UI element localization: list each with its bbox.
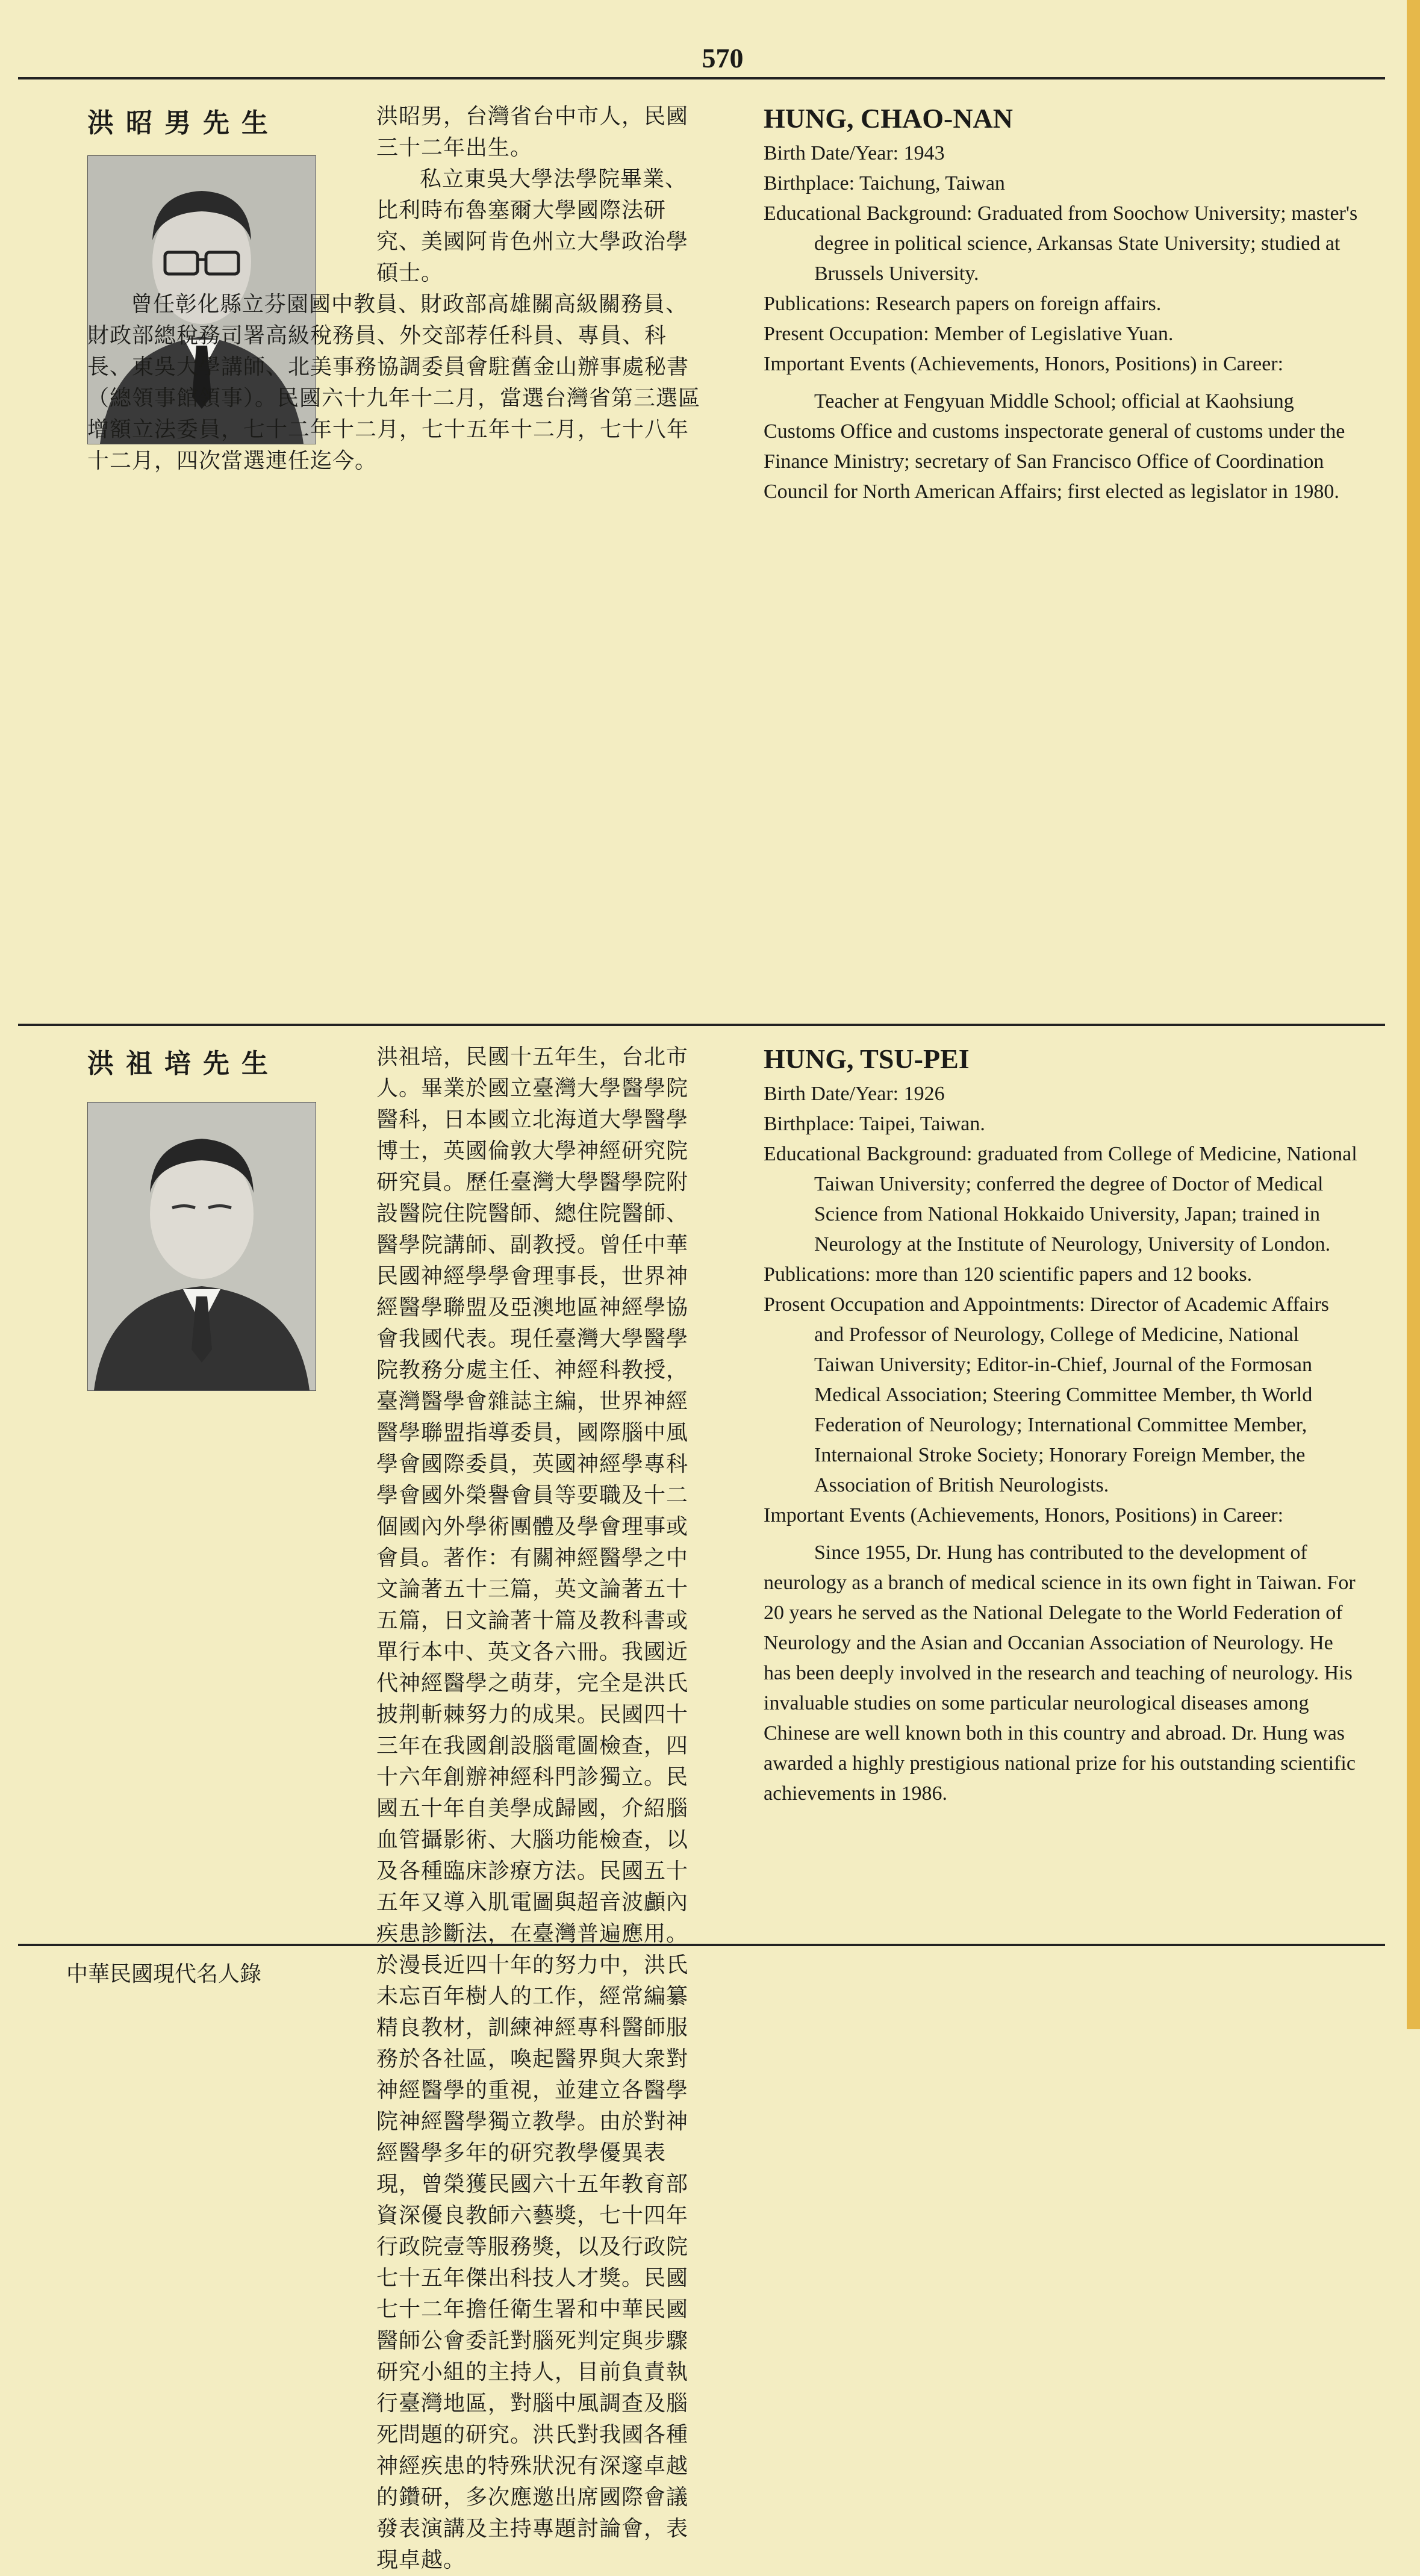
entry-2-chinese-bio [87, 1042, 708, 2576]
entry-1-chinese-name: 洪昭男先生 [87, 108, 280, 138]
entry-2-birthplace: Birthplace: Taipei, Taiwan. [764, 1113, 985, 1135]
middle-rule [18, 1024, 1385, 1026]
entry-1-english-block [764, 101, 1360, 507]
entry-1-events-heading: Important Events (Achievements, Honors, Positions) in Career: [764, 353, 1284, 375]
entry-2-chinese-name: 洪祖培先生 [87, 1048, 280, 1079]
entry-1-career: Teacher at Fengyuan Middle School; official at Kaohsiung Customs Office and customs inspectorate general of customs under the Finance Ministry; secretary of San Francisco Office of Coordination Council for North American Affairs; first elected as legislator in 1980. [764, 390, 1345, 503]
entry-2-career: Since 1955, Dr. Hung has contributed to the development of neurology as a branch of medical science in its own fight in Taiwan. For 20 years he served as the National Delegate to the World Federation of Neurology and the Asian and Occanian Association of Neurology. He has been deeply involved in the research and teaching of neurology. His invaluable studies on some particular neurological diseases among Chinese are well known both in this country and abroad. Dr. Hung was awarded a highly prestigious national prize for his outstanding scientific achievements in 1986. [764, 1542, 1356, 1805]
entry-1-chinese-bio-para: 曾任彰化縣立芬園國中教員、財政部高雄關高級關務員、財政部總稅務司署高級稅務員、外交部荐任科員、專員、科長、東吳大學講師、北美事務協調委員會駐舊金山辦事處秘書（總領事館領事）。民國六十九年十二月，當選台灣省第三選區增額立法委員，七十二年十二月，七十五年十二月，七十八年十二月，四次當選連任迄今。 [87, 292, 701, 473]
entry-1-birth-date: Birth Date/Year: 1943 [764, 142, 945, 164]
book-spine-edge [1407, 0, 1420, 2029]
entry-1-chinese-bio-para: 私立東吳大學法學院畢業、比利時布魯塞爾大學國際法研究、美國阿肯色州立大學政治學碩士。 [376, 167, 689, 285]
entry-1-english-name: HUNG, CHAO-NAN [764, 103, 1013, 134]
book-title-footer: 中華民國現代名人錄 [66, 1962, 262, 1986]
page-number: 570 [702, 43, 744, 73]
entry-1-education: Educational Background: Graduated from Soochow University; master's degree in political science, Arkansas State University; studied at Brussels University. [764, 202, 1358, 285]
entry-1-chinese-bio-para: 洪昭男，台灣省台中市人，民國三十二年出生。 [376, 104, 689, 160]
entry-2-occupation: Prosent Occupation and Appointments: Director of Academic Affairs and Professor of Neurology, College of Medicine, National Taiwan University; Editor-in-Chief, Journal of the Formosan Medical Association; Steering Committee Member, th World Federation of Neurology; International Committee Member, Internaional Stroke Society; Honorary Foreign Member, the Association of British Neurologists. [764, 1293, 1329, 1496]
entry-2-english-name: HUNG, TSU-PEI [764, 1044, 970, 1074]
entry-2-english-block [764, 1042, 1360, 1809]
entry-1-publications: Publications: Research papers on foreign affairs. [764, 293, 1162, 315]
entry-1-chinese-bio [87, 101, 708, 477]
entry-1-birthplace: Birthplace: Taichung, Taiwan [764, 172, 1005, 194]
entry-2-education: Educational Background: graduated from College of Medicine, National Taiwan University; conferred the degree of Doctor of Medical Science from National Hokkaido University, Japan; trained in Neurology at the Institute of Neurology, University of London. [764, 1143, 1357, 1255]
entry-2-chinese-bio-para: 洪祖培，民國十五年生，台北市人。畢業於國立臺灣大學醫學院醫科，日本國立北海道大學醫學博士，英國倫敦大學神經研究院研究員。歷任臺灣大學醫學院附設醫院住院醫師、總住院醫師、醫學院講師、副教授。曾任中華民國神經學學會理事長，世界神經醫學聯盟及亞澳地區神經學協會我國代表。現任臺灣大學醫學院教務分處主任、神經科教授，臺灣醫學會雜誌主編，世界神經醫學聯盟指導委員，國際腦中風學會國際委員，英國神經學專科學會國外榮譽會員等要職及十二個國內外學術團體及學會理事或會員。著作：有關神經醫學之中文論著五十三篇，英文論著五十五篇，日文論著十篇及教科書或單行本中、英文各六冊。我國近代神經醫學之萌芽，完全是洪氏披荆斬棘努力的成果。民國四十三年在我國創設腦電圖檢查，四十六年創辦神經科門診獨立。民國五十年自美學成歸國，介紹腦血管攝影術、大腦功能檢查，以及各種臨床診療方法。民國五十五年又導入肌電圖與超音波顱內疾患診斷法，在臺灣普遍應用。於漫長近四十年的努力中，洪氏未忘百年樹人的工作，經常編纂精良教材，訓練神經專科醫師服務於各社區，喚起醫界與大衆對神經醫學的重視，並建立各醫學院神經醫學獨立教學。由於對神經醫學多年的研究教學優異表現，曾榮獲民國六十五年教育部資深優良教師六藝獎，七十四年行政院壹等服務獎，以及行政院七十五年傑出科技人才獎。民國七十二年擔任衛生署和中華民國醫師公會委託對腦死判定與步驟研究小組的主持人，目前負責執行臺灣地區，對腦中風調查及腦死問題的研究。洪氏對我國各種神經疾患的特殊狀況有深邃卓越的鑽研，多次應邀出席國際會議發表演講及主持專題討論會，表現卓越。 [376, 1045, 689, 2572]
entry-2-publications: Publications: more than 120 scientific papers and 12 books. [764, 1263, 1253, 1286]
entry-1-occupation: Present Occupation: Member of Legislative Yuan. [764, 323, 1174, 345]
entry-2-birth-date: Birth Date/Year: 1926 [764, 1083, 945, 1105]
entry-2-events-heading: Important Events (Achievements, Honors, Positions) in Career: [764, 1504, 1284, 1526]
top-rule [18, 77, 1385, 79]
